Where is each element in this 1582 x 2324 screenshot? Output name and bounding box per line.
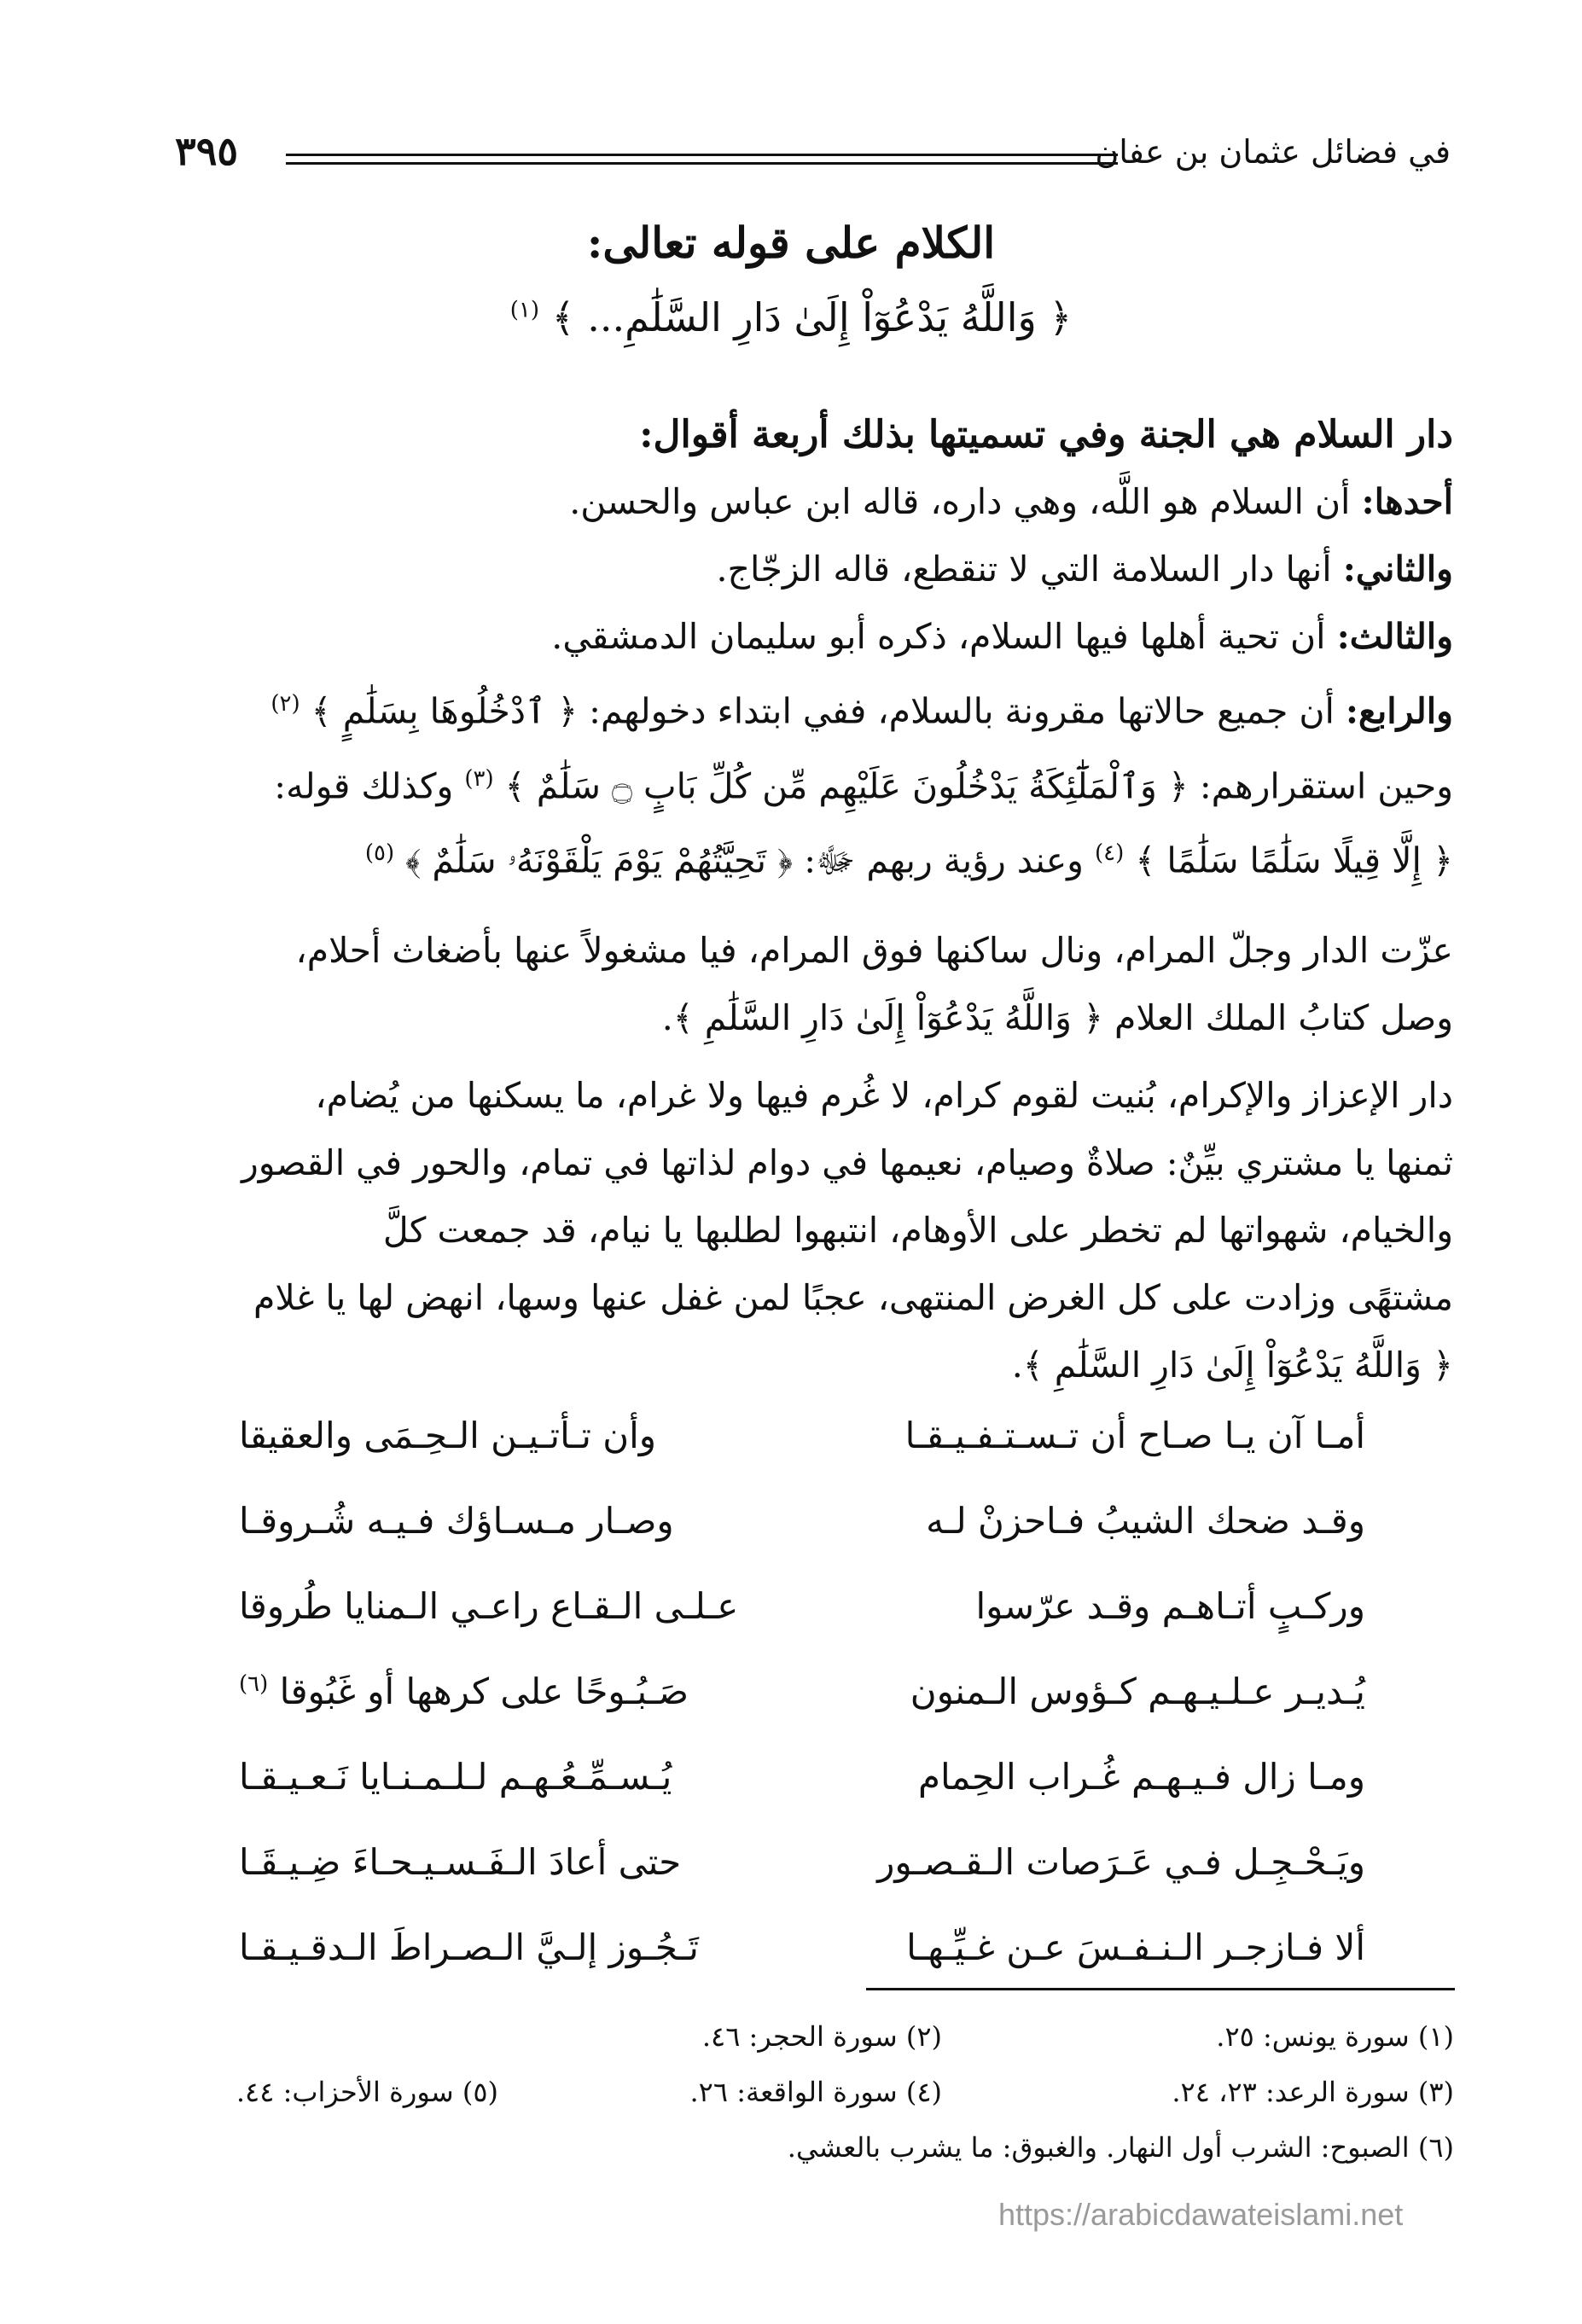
saying-4-line-1 [192,671,1453,746]
poem-hemistich-first: يُـديـر عـلـيـهـم كـؤوس الـمنون [910,1670,1365,1712]
saying-4-line-3 [192,820,1453,895]
saying-1 [192,468,1453,536]
saying-1-text: أن السلام هو اللَّه، وهي داره، قاله ابن عباس والحسن. [569,481,1362,522]
paragraph-2-line-1: عزّت الدار وجلّ المرام، ونال ساكنها فوق المرام، فيا مشغولاً عنها بأضغاث أحلام، [295,930,1453,971]
paragraph-3-line-5: ﴿ وَاللَّهُ يَدْعُوٓاْ إِلَىٰ دَارِ السَّلَٰمِ ﴾. [1011,1345,1453,1386]
page-number: ٣٩٥ [175,128,239,174]
verse-text: ﴿ وَاللَّهُ يَدْعُوٓاْ إِلَىٰ دَارِ السَّلَٰمِ... ﴾ [551,294,1073,340]
footnote-ref-4: (٤) [1095,840,1125,867]
footnote-ref-3: (٣) [464,765,494,792]
saying-3-label: والثالث: [1336,616,1453,657]
poem-verse [239,1756,1365,1841]
footnote-6: (٦) الصبوح: الشرب أول النهار. والغبوق: ما يشرب بالعشي. [787,2131,1454,2164]
poem-hemistich-second: وصـار مـسـاؤك فـيـه شُـروقـا [239,1500,674,1542]
poem-verse [239,1841,1365,1926]
poem-hemistich-second [239,1670,689,1712]
paragraph-3-line-3: والخيام، شهواتها لم تخطر على الأوهام، انتبهوا لطلبها يا نيام، قد جمعت كلَّ [382,1210,1453,1251]
poem-verse [239,1500,1365,1585]
footnote-ref-6: (٦) [239,1671,269,1697]
poem-hemistich-first: وركـبٍ أتـاهـم وقـد عرّسوا [975,1585,1365,1627]
saying-2 [192,536,1453,603]
saying-2-text: أنها دار السلامة التي لا تنقطع، قاله الزجّاج. [716,549,1343,590]
poem-hemistich-second: يُـسـمِّـعُـهـم لـلـمـنـايا نَـعـيـقـا [239,1756,672,1798]
footnote-2: (٢) سورة الحجر: ٤٦. [701,2020,942,2053]
paragraph-3-line-1: دار الإعزاز والإكرام، بُنيت لقوم كرام، لا غُرم فيها ولا غرام، ما يسكنها من يُضام، [315,1075,1453,1116]
poem-hemistich-second: وأن تـأتـيـن الـحِـمَى والعقيقا [239,1415,657,1456]
poem-hemistich-first: ألا فـازجـر الـنـفـسَ عـن غـيِّـهـا [906,1926,1365,1968]
poem-verse [239,1585,1365,1670]
poem-hemistich-first: ويَـحْـجِـل فـي عَـرَصات الـقـصـور [877,1841,1365,1883]
poem-verse [239,1415,1365,1500]
saying-4-label: والرابع: [1345,690,1453,732]
saying-4-text-1: أن جميع حالاتها مقرونة بالسلام، ففي ابتداء دخولهم: ﴿ ٱدْخُلُوهَا بِسَلَٰمٍ ﴾ [311,690,1346,732]
saying-3 [192,603,1453,671]
saying-2-label: والثاني: [1342,549,1453,590]
footnote-ref-5: (٥) [364,840,395,867]
poem-hemistich-second: عـلـى الـقـاع راعـي الـمنايا طُروقا [239,1585,739,1627]
paragraph-2 [192,917,1453,1052]
saying-1-label: أحدها: [1361,481,1453,522]
footnote-ref-1: (١) [509,297,539,323]
section-title: الكلام على قوله تعالى: [586,218,996,268]
watermark-url: https://arabicdawateislami.net [998,2197,1404,2232]
paragraph-3 [192,1062,1453,1399]
poem-verse [239,1926,1365,2012]
footnote-4: (٤) سورة الواقعة: ٢٦. [689,2076,942,2108]
saying-3-text: أن تحية أهلها فيها السلام، ذكره أبو سليمان الدمشقي. [551,616,1337,657]
saying-4-text-2a: وحين استقرارهم: ﴿ وَٱلْمَلَٰٓئِكَةُ يَدْخُلُونَ عَلَيْهِم مِّن كُلِّ بَابٍ ۝ سَلَٰمٌ ﴾ [504,765,1453,807]
section-verse [0,294,1582,340]
header-title: في فضائل عثمان بن عفان [1095,133,1451,171]
footnote-3: (٣) سورة الرعد: ٢٣، ٢٤. [1172,2076,1454,2108]
footnote-ref-2: (٢) [270,691,300,717]
poem-hemistich-first: وقـد ضحك الشيبُ فـاحزنْ لـه [926,1500,1365,1542]
poem-verse [239,1670,1365,1756]
paragraph-3-line-4: مشتهًى وزادت على كل الغرض المنتهى، عجبًا لمن غفل عنها وسها، انهض لها يا غلام [253,1277,1453,1318]
header-double-rule [286,154,1118,165]
paragraph-2-line-2: وصل كتابُ الملك العلام ﴿ وَاللَّهُ يَدْعُوٓاْ إِلَىٰ دَارِ السَّلَٰمِ ﴾. [661,997,1453,1038]
intro-heading: دار السلام هي الجنة وفي تسميتها بذلك أربعة أقوال: [639,413,1453,456]
saying-4-text-2b: وكذلك قوله: [274,765,465,807]
running-header [175,128,1451,188]
saying-4-line-2 [192,746,1453,821]
poem-hemistich-second: تَـجُـوز إلـيَّ الـصـراطَ الـدقـيـقـا [239,1926,699,1968]
poem-hemistich-second-text: صَـبُـوحًا على كرهها أو غَبُوقا [279,1670,689,1712]
paragraph-3-line-2: ثمنها يا مشتري بيِّنٌ: صلاةٌ وصيام، نعيمها في دوام لذاتها في تمام، والحور في القصور [241,1142,1453,1183]
footnote-5: (٥) سورة الأحزاب: ٤٤. [236,2076,498,2108]
saying-4-text-3b: وعند رؤية ربهم ﷻ: ﴿ تَحِيَّتُهُمْ يَوْمَ يَلْقَوْنَهُۥ سَلَٰمٌ ﴾ [405,840,1095,881]
poem-hemistich-second: حتى أعادَ الـفَـسـيـحـاءَ ضِـيـقَـا [239,1841,682,1883]
poem-hemistich-first: أمـا آن يـا صـاح أن تـسـتـفـيـقـا [904,1415,1365,1456]
poem [239,1415,1365,2012]
poem-hemistich-first: ومـا زال فـيـهـم غُـراب الحِمام [917,1756,1365,1798]
saying-4-text-3a: ﴿ إِلَّا قِيلًا سَلَٰمًا سَلَٰمًا ﴾ [1135,840,1453,881]
footnote-separator [866,1988,1455,1990]
intro-paragraph [192,401,1453,895]
footnote-1: (١) سورة يونس: ٢٥. [1216,2020,1454,2053]
